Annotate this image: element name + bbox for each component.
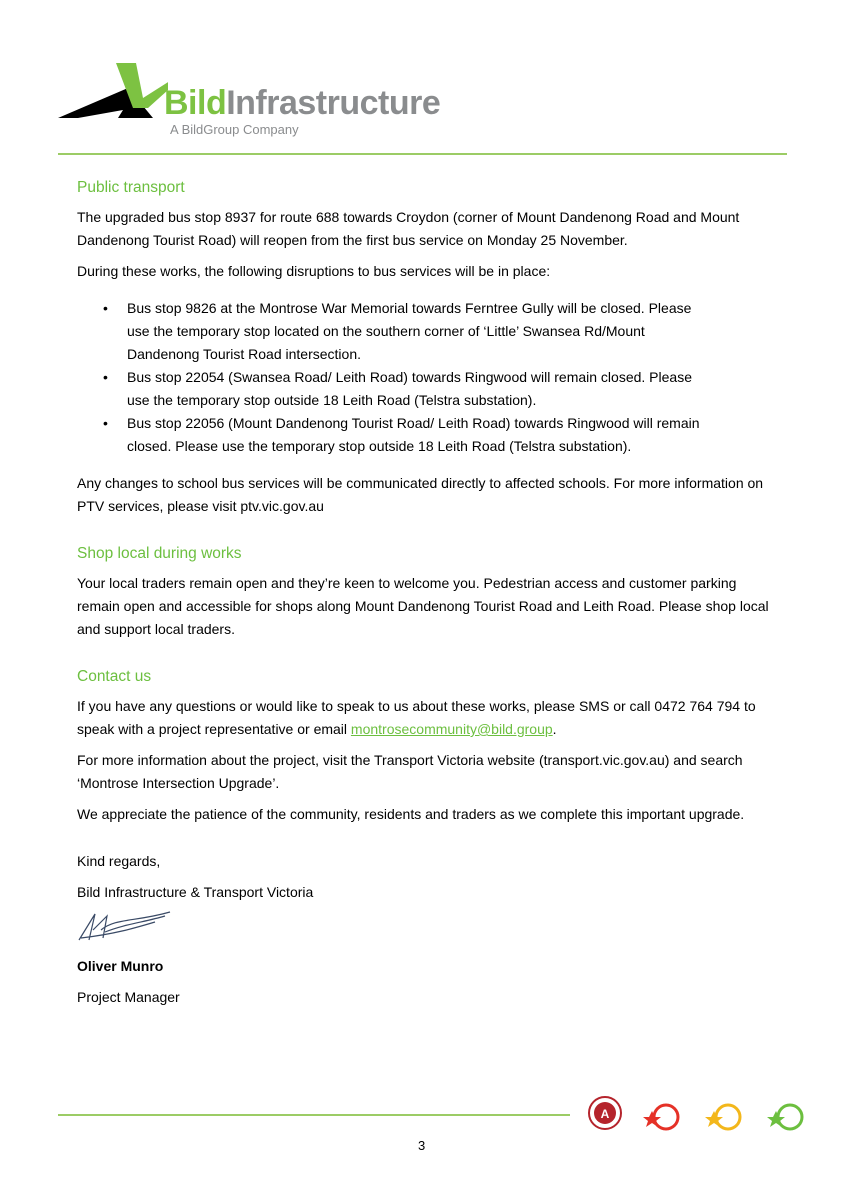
page-number: 3 xyxy=(418,1138,426,1153)
letter-body xyxy=(77,176,777,1017)
logo-mark-icon xyxy=(58,58,168,128)
email-link[interactable]: montrosecommunity@bild.group xyxy=(350,721,553,737)
closing: Kind regards, xyxy=(77,853,161,869)
iso-9001-icon xyxy=(640,1093,684,1133)
bullet-icon: • xyxy=(103,369,108,385)
list-item-text: Bus stop 9826 at the Montrose War Memorial towards Ferntree Gully will be closed. Please use the temporary stop located on the southern corner of ‘Little’ Swansea Rd/Mount Dandenong Tourist Road intersection. xyxy=(127,300,692,362)
brand-infrastructure: Infrastructure xyxy=(226,84,441,122)
heading-contact: Contact us xyxy=(77,668,152,685)
tagline: A BildGroup Company xyxy=(170,122,299,137)
list-item xyxy=(77,412,717,458)
heading-public-transport: Public transport xyxy=(77,179,185,196)
list-item xyxy=(77,366,717,412)
heading-shop-local: Shop local during works xyxy=(77,545,242,562)
va-accreditation-icon xyxy=(588,1096,622,1130)
iso-45001-icon xyxy=(702,1093,746,1133)
header-divider xyxy=(58,153,787,155)
svg-text:A: A xyxy=(600,1107,610,1121)
footer-divider xyxy=(58,1114,570,1116)
company-logo xyxy=(58,58,458,143)
list-item xyxy=(77,297,717,366)
paragraph: Any changes to school bus services will be communicated directly to affected schools. For more information on PTV services, please visit ptv.vic.gov.au xyxy=(77,475,764,514)
paragraph: Your local traders remain open and they’re keen to welcome you. Pedestrian access and customer parking remain open and accessible for shops along Mount Dandenong Tourist Road and Leith Road. Please shop local and support local traders. xyxy=(77,575,769,637)
contact-text-end: . xyxy=(552,721,557,737)
signoff-org: Bild Infrastructure & Transport Victoria xyxy=(77,884,314,900)
brand-name xyxy=(164,86,440,120)
paragraph: During these works, the following disruptions to bus services will be in place: xyxy=(77,263,551,279)
paragraph: For more information about the project, visit the Transport Victoria website (transport.vic.gov.au) and search ‘Montrose Intersection Upgrade’. xyxy=(77,752,743,791)
list-item-text: Bus stop 22056 (Mount Dandenong Tourist Road/ Leith Road) towards Ringwood will remain closed. Please use the temporary stop outside 18 Leith Road (Telstra substation). xyxy=(127,415,700,454)
signatory-name: Oliver Munro xyxy=(77,958,164,974)
contact-text: If you have any questions or would like to speak to us about these works, please SMS or call 0472 764 794 to speak with a project representative or email xyxy=(77,698,756,737)
certification-logos xyxy=(588,1093,808,1133)
brand-bild: Bild xyxy=(164,84,227,122)
bullet-icon: • xyxy=(103,415,108,431)
paragraph: The upgraded bus stop 8937 for route 688 towards Croydon (corner of Mount Dandenong Road and Mount Dandenong Tourist Road) will reopen from the first bus service on Monday 25 November. xyxy=(77,209,740,248)
signature-icon xyxy=(75,908,175,946)
paragraph: We appreciate the patience of the community, residents and traders as we complete this important upgrade. xyxy=(77,806,745,822)
signoff xyxy=(77,850,777,1009)
signatory-title: Project Manager xyxy=(77,989,180,1005)
iso-14001-icon xyxy=(764,1093,808,1133)
paragraph xyxy=(77,695,777,741)
disruption-list xyxy=(77,297,777,458)
list-item-text: Bus stop 22054 (Swansea Road/ Leith Road) towards Ringwood will remain closed. Please use the temporary stop outside 18 Leith Road (Telstra substation). xyxy=(127,369,692,408)
bullet-icon: • xyxy=(103,300,108,316)
